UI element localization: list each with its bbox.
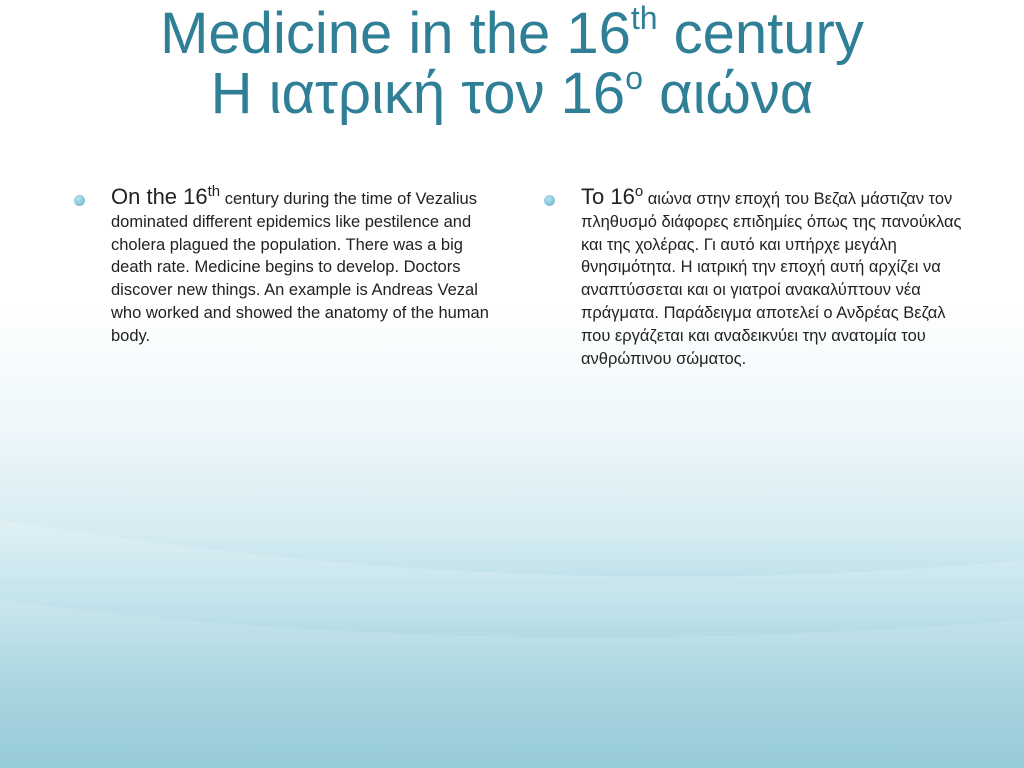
bullet-icon xyxy=(544,195,555,206)
slide-title xyxy=(0,0,1024,126)
left-column-english xyxy=(74,183,494,348)
bullet-icon xyxy=(74,195,85,206)
bullet-paragraph-english: On the 16th century during the time of Vezalius dominated different epidemics like pestilence and cholera plagued the population. There was a big death rate. Medicine begins to develop. Doctors discover new things. An example is Andreas Vezal who worked and showed the anatomy of the human body. xyxy=(111,183,489,345)
bullet-paragraph-greek: Το $16^o$ αιώνα στην εποχή του Βεζαλ μάστιζαν τον πληθυσμό διάφορες επιδημίες όπως της πανούκλας και της χολέρας. Γι αυτό και υπήρχε μεγάλη θνησιμότητα. Η ιατρική την εποχή αυτή αρχίζει να αναπτύσσεται και οι γιατροί ανακαλύπτουν νέα πράγματα. Παράδειγμα αποτελεί ο Ανδρέας Βεζαλ που εργάζεται και αναδεικνύει την ανατομία του ανθρώπινου σώματος. xyxy=(581,183,962,368)
title-english: Medicine in the 16th century xyxy=(160,0,864,66)
title-greek: Η ιατρική τον $16^o$ αιώνα xyxy=(210,60,814,126)
right-column-greek xyxy=(544,183,964,370)
